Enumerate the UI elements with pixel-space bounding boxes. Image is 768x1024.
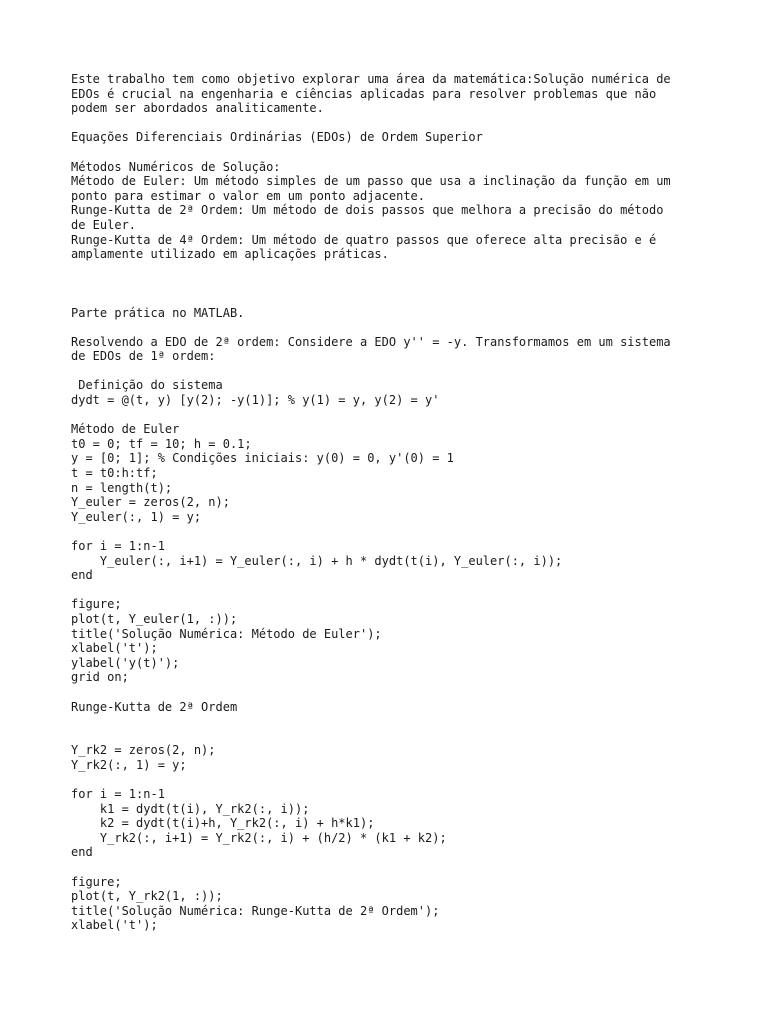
code-line: end [71, 845, 93, 860]
code-line: figure; [71, 874, 122, 889]
text-line: ponto para estimar o valor em um ponto adjacente. [71, 188, 426, 203]
code-line: t0 = 0; tf = 10; h = 0.1; [71, 436, 252, 451]
code-line: Y_euler(:, i+1) = Y_euler(:, i) + h * dydt(t(i), Y_euler(:, i)); [71, 553, 563, 568]
code-line: xlabel('t'); [71, 918, 158, 933]
text-line: Runge-Kutta de 4ª Ordem: Um método de quatro passos que oferece alta precisão e é [71, 232, 657, 247]
code-line: Y_rk2(:, 1) = y; [71, 757, 187, 772]
code-line: k2 = dydt(t(i)+h, Y_rk2(:, i) + h*k1); [71, 816, 375, 831]
code-line: for i = 1:n-1 [71, 787, 165, 802]
text-line: Método de Euler: Um método simples de um passo que usa a inclinação da função em um [71, 174, 671, 189]
code-line: ylabel('y(t)'); [71, 655, 180, 670]
text-line: Runge-Kutta de 2ª Ordem: Um método de dois passos que melhora a precisão do método [71, 203, 664, 218]
system-definition-block [71, 378, 711, 407]
text-line: de EDOs de 1ª ordem: [71, 349, 216, 364]
text-line: podem ser abordados analiticamente. [71, 101, 324, 116]
text-line: de Euler. [71, 217, 137, 232]
intro-paragraph [71, 72, 711, 116]
rk2-loop-block [71, 787, 711, 860]
code-line: title('Solução Numérica: Método de Euler'); [71, 626, 382, 641]
rk2-setup-block [71, 743, 711, 772]
code-line: Método de Euler [71, 422, 180, 437]
text-line: Métodos Numéricos de Solução: [71, 159, 281, 174]
euler-plot-block [71, 597, 711, 685]
code-line: figure; [71, 597, 122, 612]
code-line: y = [0; 1]; % Condições iniciais: y(0) = 0, y'(0) = 1 [71, 451, 454, 466]
code-line: Y_rk2(:, i+1) = Y_rk2(:, i) + (h/2) * (k1 + k2); [71, 830, 447, 845]
code-line: plot(t, Y_rk2(1, :)); [71, 889, 223, 904]
code-line: xlabel('t'); [71, 641, 158, 656]
code-line: Definição do sistema [71, 378, 223, 393]
code-line: dydt = @(t, y) [y(2); -y(1)]; % y(1) = y, y(2) = y' [71, 393, 440, 408]
code-line: n = length(t); [71, 480, 173, 495]
code-line: for i = 1:n-1 [71, 539, 165, 554]
edo-heading: Equações Diferenciais Ordinárias (EDOs) de Ordem Superior [71, 130, 483, 145]
code-line: end [71, 568, 93, 583]
euler-loop-block [71, 539, 711, 583]
methods-paragraph [71, 160, 711, 262]
matlab-heading: Parte prática no MATLAB. [71, 305, 245, 320]
code-line: Y_rk2 = zeros(2, n); [71, 743, 216, 758]
euler-setup-block [71, 422, 711, 524]
code-line: Y_euler = zeros(2, n); [71, 495, 230, 510]
text-line: Resolvendo a EDO de 2ª ordem: Considere a EDO y'' = -y. Transformamos em um sistema [71, 334, 671, 349]
rk2-heading: Runge-Kutta de 2ª Ordem [71, 699, 238, 714]
code-line: title('Solução Numérica: Runge-Kutta de 2ª Ordem'); [71, 903, 440, 918]
code-line: t = t0:h:tf; [71, 466, 158, 481]
code-line: grid on; [71, 670, 129, 685]
text-line: amplamente utilizado em aplicações práticas. [71, 247, 389, 262]
text-line: Este trabalho tem como objetivo explorar uma área da matemática:Solução numérica de [71, 72, 671, 86]
text-line: EDOs é crucial na engenharia e ciências aplicadas para resolver problemas que não [71, 86, 657, 101]
rk2-plot-block [71, 875, 711, 933]
code-line: Y_euler(:, 1) = y; [71, 509, 202, 524]
resolving-paragraph [71, 335, 711, 364]
code-line: plot(t, Y_euler(1, :)); [71, 611, 238, 626]
code-line: k1 = dydt(t(i), Y_rk2(:, i)); [71, 801, 310, 816]
document-page [71, 72, 711, 933]
